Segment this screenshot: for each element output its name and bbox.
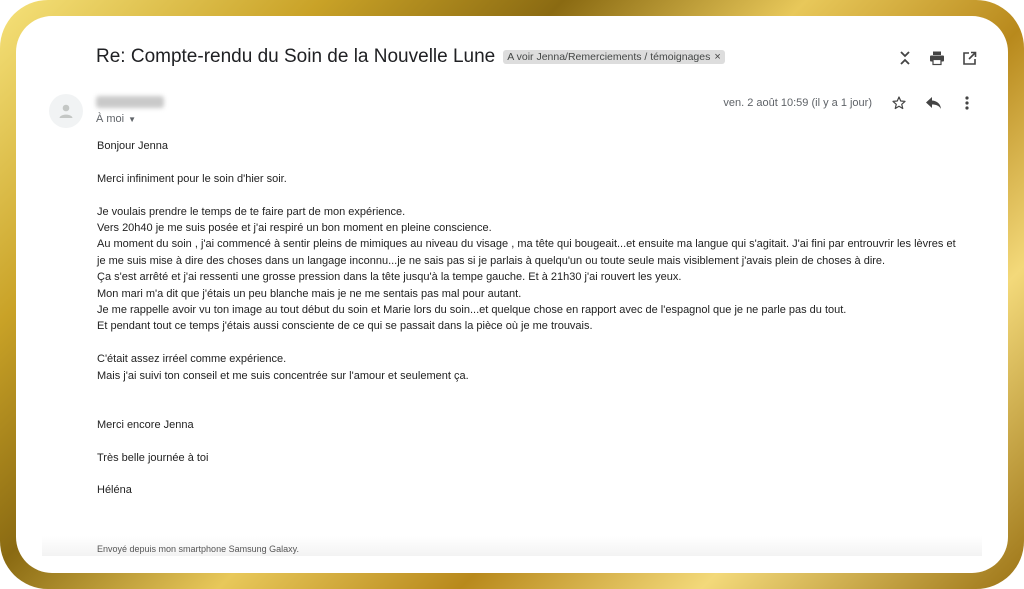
mobile-signature: Envoyé depuis mon smartphone Samsung Galaxy.	[97, 544, 299, 554]
body-line: Au moment du soin , j'ai commencé à sentir pleins de mimiques au niveau du visage , ma tête qui bougeait...et ensuite ma langue qui s'agitait. J'ai fini par entrouvrir les lèvres et	[97, 238, 956, 251]
body-line: Je voulais prendre le temps de te faire part de mon expérience.	[97, 205, 406, 218]
label-chip-text: A voir Jenna/Remerciements / témoignages	[507, 51, 711, 63]
email-body	[97, 138, 977, 499]
more-vert-icon[interactable]	[958, 94, 976, 112]
body-line: je me suis mise à dire des choses dans un langage inconnu...je ne sais pas si je parlais à quelqu'un ou toute seule mais visiblement j'avais plein de choses à dire.	[97, 254, 886, 267]
label-chip[interactable]	[503, 50, 725, 64]
body-line: Mais j'ai suivi ton conseil et me suis concentrée sur l'amour et seulement ça.	[97, 369, 469, 382]
reply-icon[interactable]	[924, 94, 942, 112]
star-icon[interactable]	[890, 94, 908, 112]
sender-signoff: Héléna	[97, 484, 132, 497]
sender-name-blurred	[96, 96, 164, 108]
email-subject: Re: Compte-rendu du Soin de la Nouvelle Lune	[96, 46, 496, 67]
recipient-label: À moi	[96, 113, 125, 125]
person-icon	[57, 102, 75, 120]
body-line: C'était assez irréel comme expérience.	[97, 353, 287, 366]
body-line: Vers 20h40 je me suis posée et j'ai respiré un bon moment en pleine conscience.	[97, 222, 492, 234]
body-line: Ça s'est arrêté et j'ai ressenti une grosse pression dans la tête jusqu'à la tempe gauche. Et à 21h30 j'ai rouvert les yeux.	[97, 271, 682, 284]
message-actions	[890, 94, 976, 112]
email-card	[16, 16, 1008, 573]
print-icon[interactable]	[928, 49, 946, 67]
date-row	[723, 94, 976, 112]
recipient-line	[96, 113, 136, 125]
subject-row	[96, 46, 725, 68]
open-in-new-window-icon[interactable]	[960, 49, 978, 67]
closing-line: Merci encore Jenna	[97, 418, 194, 431]
body-line: Je me rappelle avoir vu ton image au tout début du soin et Marie lors du soin...et quelque chose en rapport avec de l'espagnol que je ne parle pas du tout.	[97, 304, 847, 317]
top-toolbar	[896, 49, 978, 67]
remove-label-button[interactable]: ×	[714, 51, 721, 63]
chevron-down-icon[interactable]: ▼	[128, 114, 137, 124]
email-date: ven. 2 août 10:59 (il y a 1 jour)	[723, 97, 872, 109]
greeting: Bonjour Jenna	[97, 140, 168, 152]
wish-line: Très belle journée à toi	[97, 451, 209, 464]
avatar[interactable]	[49, 94, 83, 128]
body-line: Et pendant tout ce temps j'étais aussi consciente de ce qui se passait dans la pièce où je me trouvais.	[97, 320, 593, 333]
body-line: Mon mari m'a dit que j'étais un peu blanche mais je ne me sentais pas mal pour autant.	[97, 287, 522, 300]
thanks-line: Merci infiniment pour le soin d'hier soir.	[97, 172, 287, 185]
collapse-icon[interactable]	[896, 49, 914, 67]
